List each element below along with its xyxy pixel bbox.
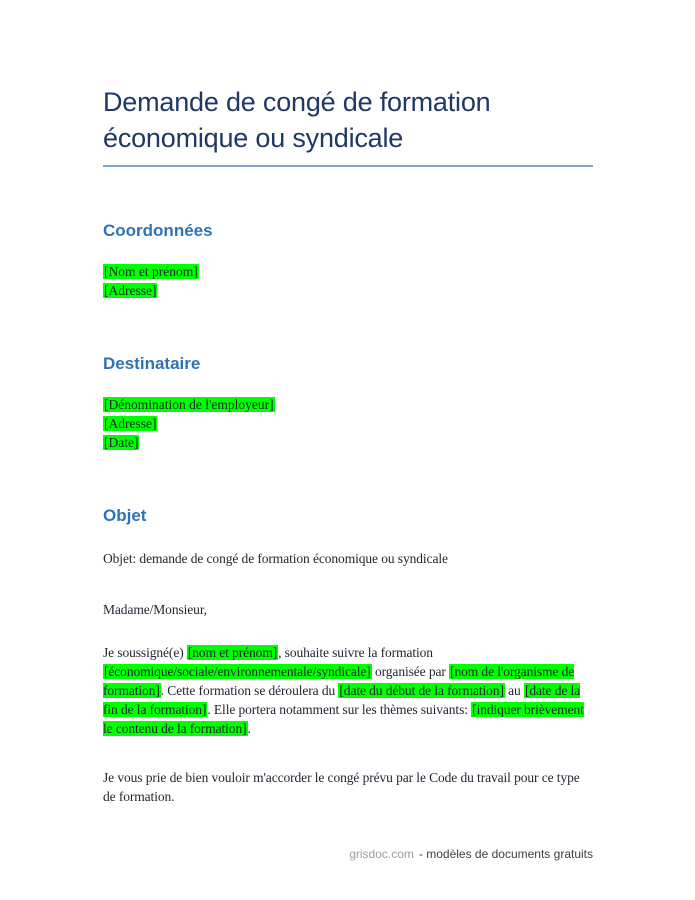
section-heading-coordonnees: Coordonnées [103,221,213,240]
placeholder-nom-et-prenom: [Nom et prénom] [104,264,198,279]
footer-site-link[interactable]: grisdoc.com [349,847,414,861]
body-text-run: , souhaite suivre la formation [278,645,433,660]
salutation: Madame/Monsieur, [103,602,207,617]
placeholder-highlight: [économique/sociale/environnementale/syndicale] [104,664,371,679]
placeholder-line [103,281,593,300]
placeholder-line [103,433,593,452]
body-paragraph [103,643,593,738]
body-text-run: Je soussigné(e) [103,645,187,660]
placeholder-line [103,414,593,433]
document-title: Demande de congé de formation économique ou syndicale [103,87,491,153]
placeholder-denomination-employeur: [Dénomination de l'employeur] [104,397,274,412]
body-text-run: au [504,683,524,698]
body-text-run: . Cette formation se déroulera du [160,683,339,698]
page-footer [349,846,593,862]
title-rule [103,165,593,167]
section-heading-destinataire: Destinataire [103,354,201,373]
body-text-run: . Elle portera notamment sur les thèmes suivants: [207,702,472,717]
placeholder-adresse: [Adresse] [104,283,157,298]
coordonnees-block [103,262,593,300]
footer-tagline: - modèles de documents gratuits [418,847,593,861]
placeholder-highlight: [nom et prénom] [187,645,278,660]
body-text-run: organisée par [371,664,450,679]
destinataire-block [103,395,593,452]
subject-line: Objet: demande de congé de formation économique ou syndicale [103,551,448,566]
placeholder-highlight: [nom de l'organisme de formation] [103,664,575,698]
placeholder-line [103,262,593,281]
placeholder-date: [Date] [104,435,139,450]
closing-paragraph: Je vous prie de bien vouloir m'accorder le congé prévu par le Code du travail pour ce type de formation. [103,770,580,804]
placeholder-adresse-employeur: [Adresse] [104,416,157,431]
body-text-run: . [247,721,251,736]
placeholder-line [103,395,593,414]
placeholder-highlight: [date du début de la formation] [339,683,504,698]
section-heading-objet: Objet [103,506,147,525]
placeholder-highlight: [indiquer brièvement le contenu de la formation] [103,702,584,736]
placeholder-highlight: [date de la fin de la formation] [103,683,581,717]
